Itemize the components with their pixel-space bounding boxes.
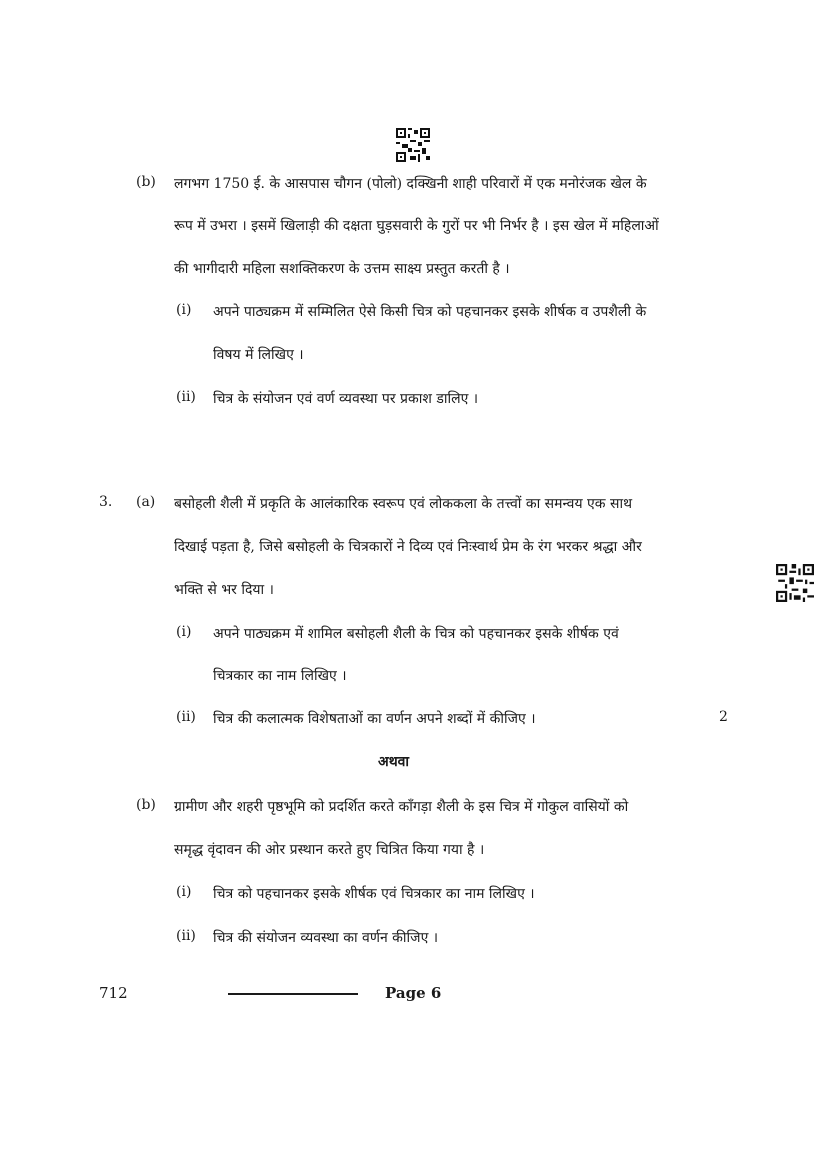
- q2b-line-1: लगभग 1750 ई. के आसपास चौगन (पोलो) दक्खिनी शाही परिवारों में एक मनोरंजक खेल के: [174, 176, 647, 192]
- q3b-label: (b): [136, 797, 156, 813]
- paper-code: 712: [99, 984, 128, 1002]
- page-number: Page 6: [385, 984, 442, 1002]
- q2b-sub-ii-text: चित्र के संयोजन एवं वर्ण व्यवस्था पर प्रकाश डालिए ।: [213, 391, 479, 407]
- q2b-line-3: की भागीदारी महिला सशक्तिकरण के उत्तम साक्ष्य प्रस्तुत करती है ।: [174, 261, 510, 277]
- q2b-line-2: रूप में उभरा । इसमें खिलाड़ी की दक्षता घुड़सवारी के गुरों पर भी निर्भर है । इस खेल में महिलाओं: [174, 218, 659, 234]
- q3b-sub-i-label: (i): [176, 884, 192, 900]
- q2b-sub-i-line-1: अपने पाठ्यक्रम में सम्मिलित ऐसे किसी चित्र को पहचानकर इसके शीर्षक व उपशैली के: [213, 304, 647, 320]
- q3a-sub-ii-label: (ii): [176, 709, 196, 725]
- q3b-line-2: समृद्ध वृंदावन की ओर प्रस्थान करते हुए चित्रित किया गया है ।: [174, 842, 485, 858]
- q3a-line-3: भक्ति से भर दिया ।: [174, 582, 274, 598]
- q3a-sub-i-label: (i): [176, 624, 192, 640]
- q3-number: 3.: [99, 494, 113, 510]
- q2b-label: (b): [136, 174, 156, 190]
- q3a-label: (a): [136, 494, 156, 510]
- or-label: अथवा: [378, 754, 410, 770]
- q3a-sub-i-line-2: चित्रकार का नाम लिखिए ।: [213, 668, 347, 684]
- footer-rule: [228, 993, 358, 995]
- q2b-sub-i-label: (i): [176, 302, 192, 318]
- qr-code-side: [776, 564, 814, 602]
- q3a-line-2: दिखाई पड़ता है, जिसे बसोहली के चित्रकारों ने दिव्य एवं निःस्वार्थ प्रेम के रंग भरकर श्रद्धा और: [174, 539, 642, 555]
- q3b-sub-i-text: चित्र को पहचानकर इसके शीर्षक एवं चित्रकार का नाम लिखिए ।: [213, 886, 535, 902]
- q2b-sub-i-line-2: विषय में लिखिए ।: [213, 347, 304, 363]
- q3b-sub-ii-label: (ii): [176, 928, 196, 944]
- q3a-sub-i-line-1: अपने पाठ्यक्रम में शामिल बसोहली शैली के चित्र को पहचानकर इसके शीर्षक एवं: [213, 626, 619, 642]
- q3a-line-1: बसोहली शैली में प्रकृति के आलंकारिक स्वरूप एवं लोककला के तत्त्वों का समन्वय एक साथ: [174, 496, 633, 512]
- q2b-sub-ii-label: (ii): [176, 389, 196, 405]
- qr-code-top: [396, 128, 430, 162]
- marks: 2: [719, 709, 728, 725]
- q3a-sub-ii-text: चित्र की कलात्मक विशेषताओं का वर्णन अपने शब्दों में कीजिए ।: [213, 711, 536, 727]
- q3b-line-1: ग्रामीण और शहरी पृष्ठभूमि को प्रदर्शित करते काँगड़ा शैली के इस चित्र में गोकुल वासियों को: [174, 799, 629, 815]
- q3b-sub-ii-text: चित्र की संयोजन व्यवस्था का वर्णन कीजिए ।: [213, 930, 439, 946]
